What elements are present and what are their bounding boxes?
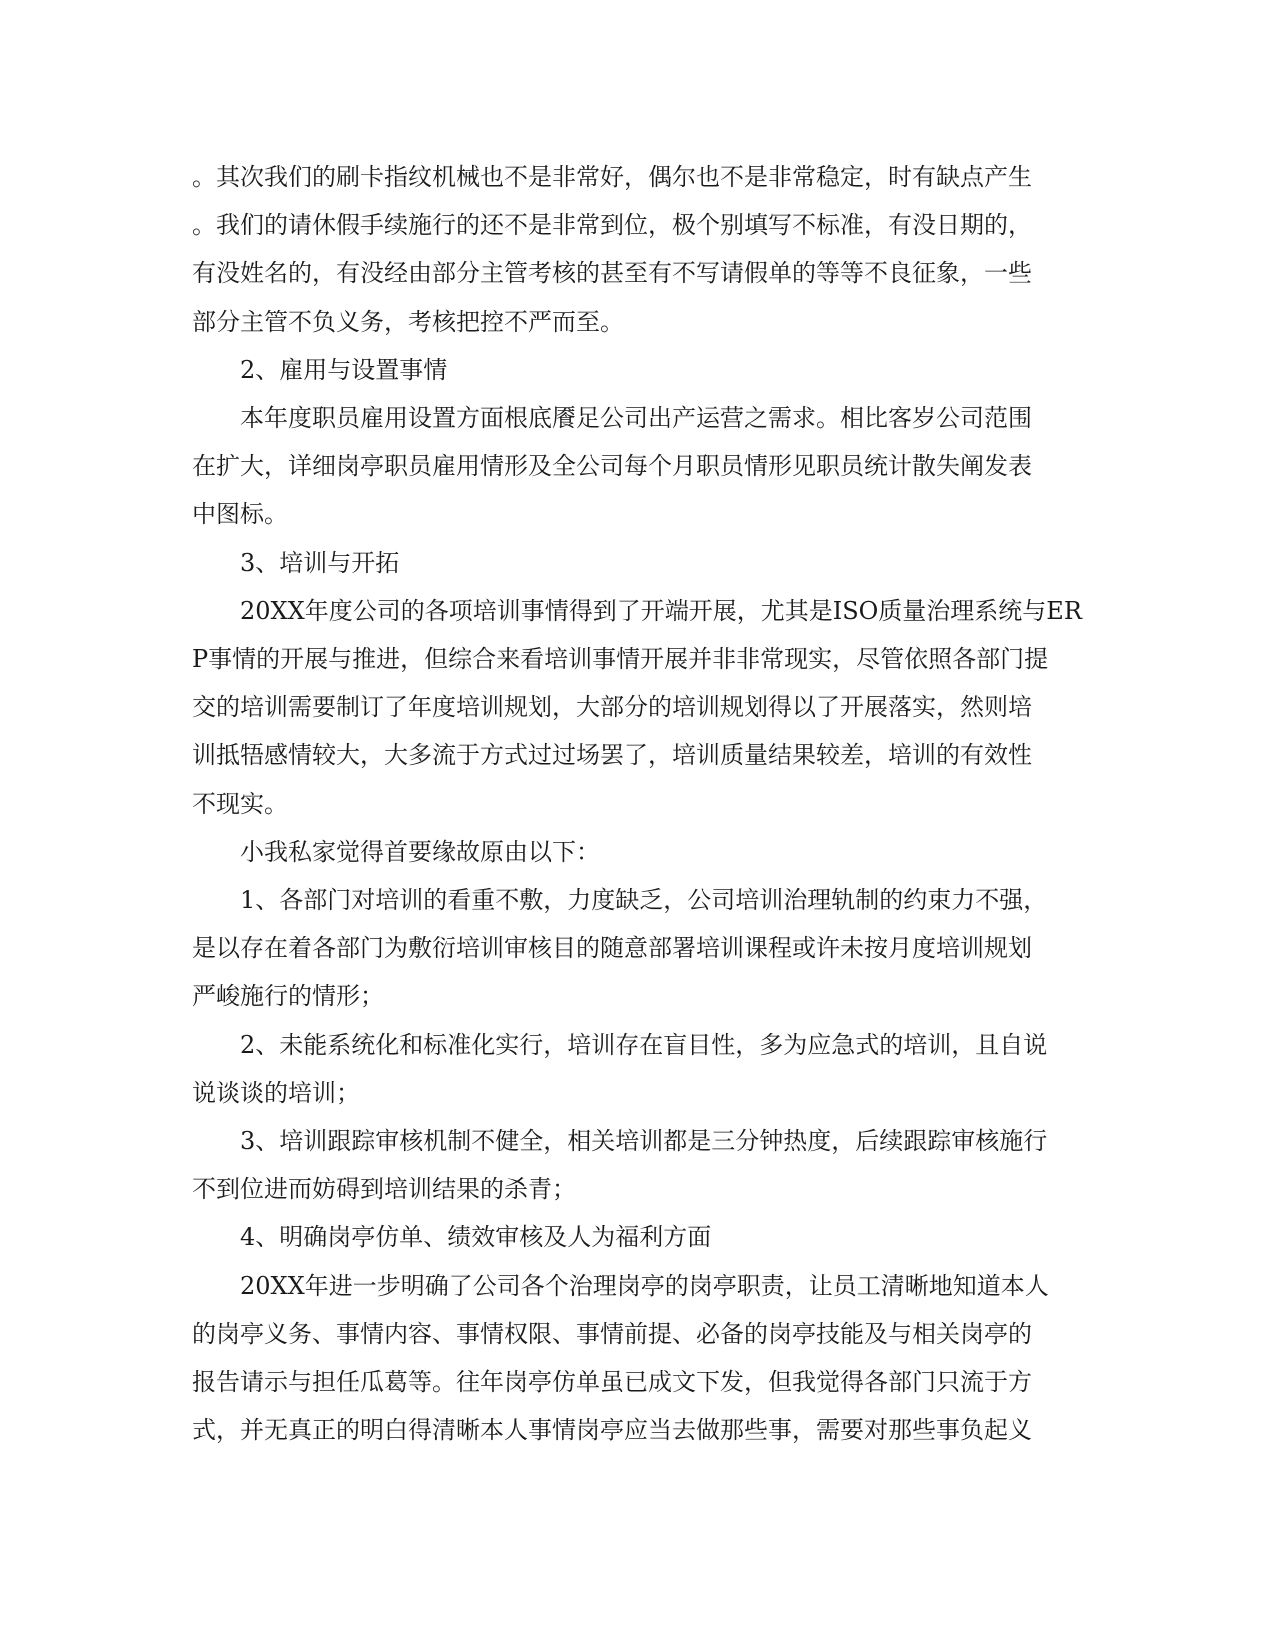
document-line: 中图标。 xyxy=(192,500,288,529)
document-line: 2、雇用与设置事情 xyxy=(240,355,448,384)
document-line: 说谈谈的培训； xyxy=(192,1078,360,1107)
document-body xyxy=(192,153,1082,1454)
document-line: 的岗亭义务、事情内容、事情权限、事情前提、必备的岗亭技能及与相关岗亭的 xyxy=(192,1319,1032,1348)
document-line: 在扩大，详细岗亭职员雇用情形及全公司每个月职员情形见职员统计散失阐发表 xyxy=(192,452,1032,481)
document-line: 训抵牾感情较大，大多流于方式过过场罢了，培训质量结果较差，培训的有效性 xyxy=(192,741,1032,770)
document-line: P事情的开展与推进，但综合来看培训事情开展并非非常现实，尽管依照各部门提 xyxy=(192,645,1049,674)
document-line: 20XX年进一步明确了公司各个治理岗亭的岗亭职责，让员工清晰地知道本人 xyxy=(240,1271,1049,1300)
document-line: 4、明确岗亭仿单、绩效审核及人为福利方面 xyxy=(240,1223,712,1252)
document-line: 不现实。 xyxy=(192,789,288,818)
document-line: 20XX年度公司的各项培训事情得到了开端开展，尤其是ISO质量治理系统与ER xyxy=(240,596,1082,625)
document-line: 部分主管不负义务，考核把控不严而至。 xyxy=(192,307,624,336)
document-line: 报告请示与担任瓜葛等。往年岗亭仿单虽已成文下发，但我觉得各部门只流于方 xyxy=(192,1368,1032,1397)
document-line: 3、培训跟踪审核机制不健全，相关培训都是三分钟热度，后续跟踪审核施行 xyxy=(240,1127,1048,1156)
document-line: 。我们的请休假手续施行的还不是非常到位，极个别填写不标准，有没日期的， xyxy=(192,211,1032,240)
document-line: 本年度职员雇用设置方面根底餍足公司出产运营之需求。相比客岁公司范围 xyxy=(240,404,1032,433)
document-line: 严峻施行的情形； xyxy=(192,982,384,1011)
document-line: 3、培训与开拓 xyxy=(240,548,400,577)
document-line: 1、各部门对培训的看重不敷，力度缺乏，公司培训治理轨制的约束力不强， xyxy=(240,886,1048,915)
document-line: 是以存在着各部门为敷衍培训审核目的随意部署培训课程或许未按月度培训规划 xyxy=(192,934,1032,963)
document-line: 。其次我们的刷卡指纹机械也不是非常好，偶尔也不是非常稳定，时有缺点产生 xyxy=(192,163,1032,191)
document-line: 不到位进而妨碍到培训结果的杀青； xyxy=(192,1175,576,1204)
document-line: 式，并无真正的明白得清晰本人事情岗亭应当去做那些事，需要对那些事负起义 xyxy=(192,1416,1032,1445)
document-line: 有没姓名的，有没经由部分主管考核的甚至有不写请假单的等等不良征象，一些 xyxy=(192,259,1032,288)
document-line: 小我私家觉得首要缘故原由以下： xyxy=(240,837,600,866)
document-line: 2、未能系统化和标准化实行，培训存在盲目性，多为应急式的培训，且自说 xyxy=(240,1030,1048,1059)
document-line: 交的培训需要制订了年度培训规划，大部分的培训规划得以了开展落实，然则培 xyxy=(192,693,1032,722)
